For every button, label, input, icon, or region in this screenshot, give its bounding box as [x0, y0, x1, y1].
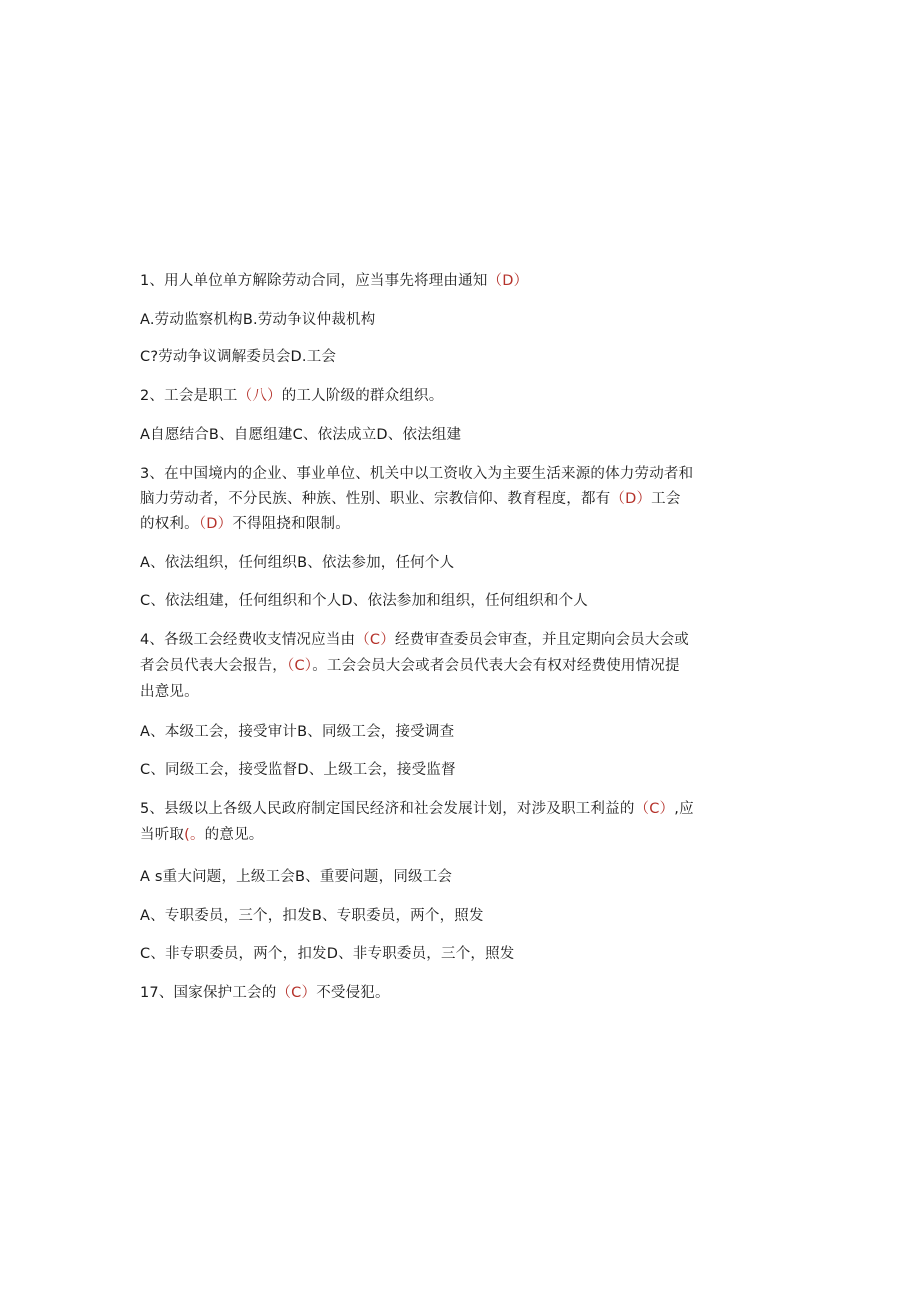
question-1-answer: （D） — [487, 273, 529, 289]
question-3-line-2-after: 工会 — [651, 491, 681, 507]
question-1-options-a-b: A.劳动监察机构B.劳动争议仲裁机构 — [140, 312, 376, 328]
question-5-answer-2: (。 — [184, 827, 205, 843]
question-4-line-1-before: 4、各级工会经费收支情况应当由 — [140, 632, 356, 648]
question-4-line-1 — [140, 629, 710, 651]
question-2-options: A自愿结合B、自愿组建C、依法成立D、依法组建 — [140, 427, 462, 443]
question-1-options-c-d: C?劳动争议调解委员会D.工会 — [140, 349, 337, 365]
extra-options-c-d: C、非专职委员，两个，扣发D、非专职委员，三个，照发 — [140, 946, 515, 962]
question-5-line-1-before: 5、县级以上各级人民政府制定国民经济和社会发展计划，对涉及职工利益的 — [140, 801, 635, 817]
question-3-line-3 — [140, 513, 710, 535]
question-4-line-3: 出意见。 — [140, 684, 199, 700]
extra-options-a-b: A、专职委员，三个，扣发B、专职委员，两个，照发 — [140, 908, 484, 924]
question-3-answer-2: （D） — [198, 516, 233, 532]
question-5-line-1 — [140, 798, 710, 820]
question-1-text: 1、用人单位单方解除劳动合同，应当事先将理由通知 — [140, 273, 488, 289]
question-3-answer-1: （D） — [610, 491, 652, 507]
question-2-stem — [140, 385, 710, 407]
question-3-line-3-before: 的权利。 — [140, 516, 199, 532]
question-3-line-2 — [140, 488, 710, 510]
question-4-options-c-d: C、同级工会，接受监督D、上级工会，接受监督 — [140, 762, 456, 778]
question-17-text-after: 不受侵犯。 — [316, 985, 390, 1001]
question-4-answer-1: （C） — [355, 632, 395, 648]
question-5-line-2-after: 的意见。 — [204, 827, 264, 843]
question-2-text-before: 2、工会是职工 — [140, 388, 238, 404]
question-4-line-1-after: 经费审查委员会审查，并且定期向会员大会或 — [394, 632, 689, 648]
question-3-options-a-b: A、依法组织，任何组织B、依法参加，任何个人 — [140, 555, 455, 571]
question-4-line-2-before: 者会员代表大会报告， — [140, 658, 287, 674]
question-5-line-2-before: 当听取 — [140, 827, 185, 843]
question-3-line-3-after: 不得阻挠和限制。 — [232, 516, 350, 532]
question-2-text-after: 的工人阶级的群众组织。 — [281, 388, 444, 404]
question-3-line-1: 3、在中国境内的企业、事业单位、机关中以工资收入为主要生活来源的体力劳动者和 — [140, 466, 694, 482]
question-1-stem — [140, 270, 710, 292]
question-4-line-2-after: 。工会会员大会或者会员代表大会有权对经费使用情况提 — [312, 658, 680, 674]
question-5-line-2 — [140, 824, 710, 846]
question-17-answer: （C） — [276, 985, 317, 1001]
question-17-text-before: 17、国家保护工会的 — [140, 985, 277, 1001]
question-5-options: A s重大问题，上级工会B、重要问题，同级工会 — [140, 869, 453, 885]
question-3-line-2-before: 脑力劳动者，不分民族、种族、性别、职业、宗教信仰、教育程度，都有 — [140, 491, 611, 507]
question-17-stem — [140, 982, 710, 1004]
question-4-line-2 — [140, 655, 710, 677]
question-3-options-c-d: C、依法组建，任何组织和个人D、依法参加和组织，任何组织和个人 — [140, 593, 588, 609]
question-2-answer: （八） — [237, 388, 282, 404]
question-5-answer-1: （C） — [634, 801, 675, 817]
question-4-answer-2: （C） — [287, 658, 313, 674]
question-5-line-1-after: ,应 — [674, 801, 694, 817]
question-4-options-a-b: A、本级工会，接受审计B、同级工会，接受调查 — [140, 724, 455, 740]
